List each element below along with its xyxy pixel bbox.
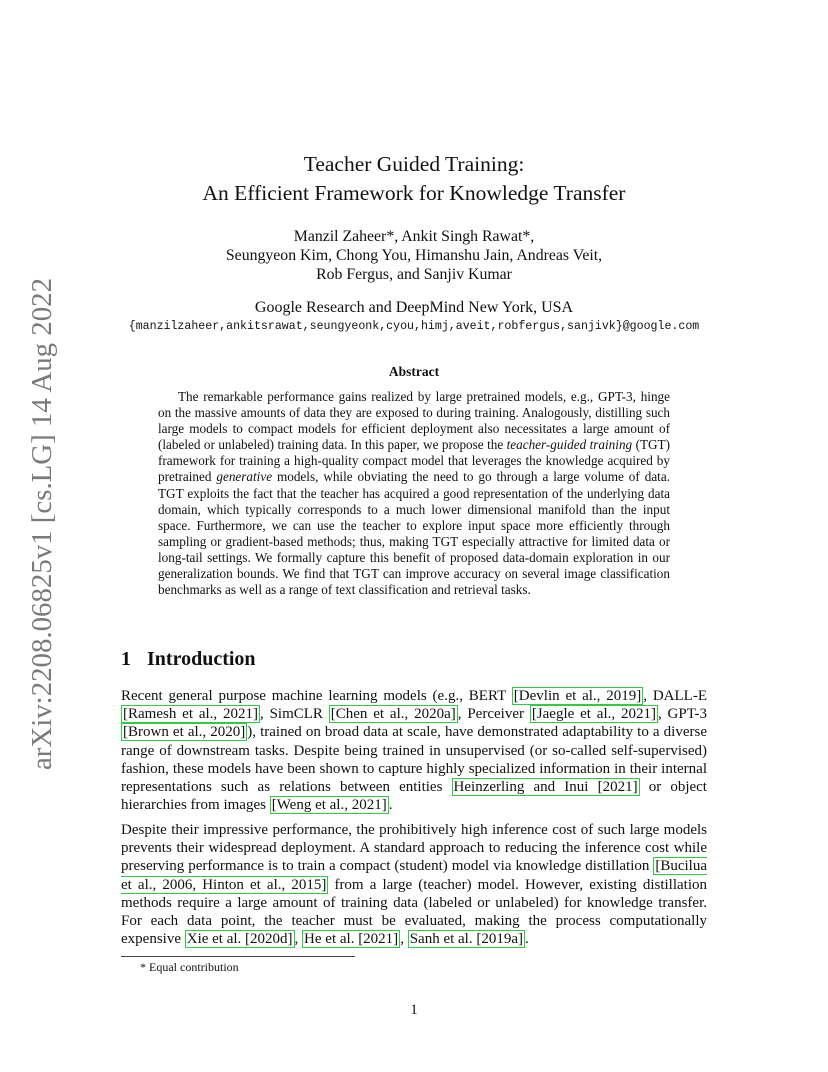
abstract-emphasis: teacher-guided training (506, 437, 633, 453)
body-text: or object hierarchies from images (121, 779, 707, 814)
abstract-body (158, 389, 670, 598)
body-text: , GPT-3 (657, 706, 707, 723)
intro-paragraph-1 (121, 687, 707, 814)
authors-line-3: Rob Fergus, and Sanjiv Kumar (316, 266, 512, 283)
abstract-text: The remarkable performance gains realized by large pretrained models, e.g., GPT-3, hinge on the massive amounts of data they are exposed to during training. Analogously, distilling such large models to compact models for efficient deployment also necessitates a large amount of (labeled or unlabeled) training data. In this paper, we propose the (158, 389, 670, 453)
citation-link[interactable]: [Jaegle et al., 2021] (531, 706, 656, 723)
citation-link[interactable]: He et al. [2021] (304, 931, 399, 948)
arxiv-sidebar-stamp (27, 275, 58, 770)
body-text: , Perceiver (457, 706, 530, 723)
arxiv-id-text: arXiv:2208.06825v1 [cs.LG] 14 Aug 2022 (27, 283, 58, 770)
abstract-text: models, while obviating the need to go through a large volume of data. TGT exploits the fact that the teacher has acquired a good representation of the underlying data domain, which typically corresponds to a much lower dimensional manifold than the input space. Furthermore, we can use the teacher to explore input space more efficiently through sampling or gradient-based methods; thus, making TGT especially attractive for limited data or long-tail settings. We formally capture this benefit of proposed data-domain exploration in our generalization bounds. We find that TGT can improve accuracy on several image classification benchmarks as well as a range of text classification and retrieval tasks. (158, 469, 670, 598)
footnote: * Equal contribution (140, 960, 239, 974)
intro-paragraph-2 (121, 821, 707, 948)
authors-line-1: Manzil Zaheer*, Ankit Singh Rawat*, (293, 228, 535, 245)
body-text: . (525, 931, 529, 948)
citation-link[interactable]: [Devlin et al., 2019] (513, 688, 642, 704)
page-number: 1 (410, 1002, 418, 1018)
citation-link[interactable]: Xie et al. [2020d] (186, 931, 293, 948)
abstract-heading: Abstract (388, 364, 440, 379)
citation-link[interactable]: [Chen et al., 2020a] (330, 706, 456, 723)
abstract-text: (TGT) framework for training a high-quality compact model that leverages the knowledge acquired by pretrained (158, 437, 671, 485)
body-text: , (400, 931, 408, 948)
paper-title-line-1: Teacher Guided Training: (303, 152, 525, 176)
citation-link[interactable]: [Bucilua et al., 2006, Hinton et al., 2015] (121, 858, 707, 893)
paper-title-line-2: An Efficient Framework for Knowledge Transfer (202, 181, 626, 205)
body-text: Despite their impressive performance, the prohibitively high inference cost of such large models prevents their widespread deployment. A standard approach to reducing the inference cost while preserving performance is to train a compact (student) model via knowledge distillation (121, 822, 707, 875)
body-text: , SimCLR (259, 706, 329, 723)
citation-link[interactable]: Sanh et al. [2019a] (409, 931, 523, 948)
affiliation: Google Research and DeepMind New York, USA (254, 299, 574, 316)
citation-link[interactable]: [Weng et al., 2021] (271, 797, 387, 814)
body-text: from a large (teacher) model. However, existing distillation methods require a large amount of training data (labeled or unlabeled) for knowledge transfer. For each data point, the teacher must be evaluated, making the process computationally expensive (121, 876, 708, 948)
body-text: , (294, 931, 303, 948)
section-heading (121, 648, 256, 671)
section-number: 1 (121, 648, 131, 670)
body-text: . (388, 797, 393, 814)
citation-link[interactable]: [Ramesh et al., 2021] (123, 706, 258, 723)
section-title: Introduction (147, 648, 256, 670)
body-text: Recent general purpose machine learning models (e.g., BERT (121, 688, 512, 704)
body-text: , DALL-E (643, 688, 707, 704)
footnote-divider (121, 956, 355, 957)
abstract-emphasis: generative (216, 469, 273, 485)
body-text: ), trained on broad data at scale, have demonstrated adaptability to a diverse range of downstream tasks. Despite being trained in unsupervised (or so-called self-supervised) fashion, these models have been shown to capture highly specialized information in their internal representations such as relations between entities (121, 724, 707, 796)
authors-line-2: Seungyeon Kim, Chong You, Himanshu Jain, Andreas Veit, (225, 247, 603, 264)
author-emails: {manzilzaheer,ankitsrawat,seungyeonk,cyou,himj,aveit,robfergus,sanjivk}@google.com (128, 320, 700, 333)
citation-link[interactable]: Heinzerling and Inui [2021] (453, 779, 638, 796)
citation-link[interactable]: [Brown et al., 2020] (123, 724, 246, 741)
